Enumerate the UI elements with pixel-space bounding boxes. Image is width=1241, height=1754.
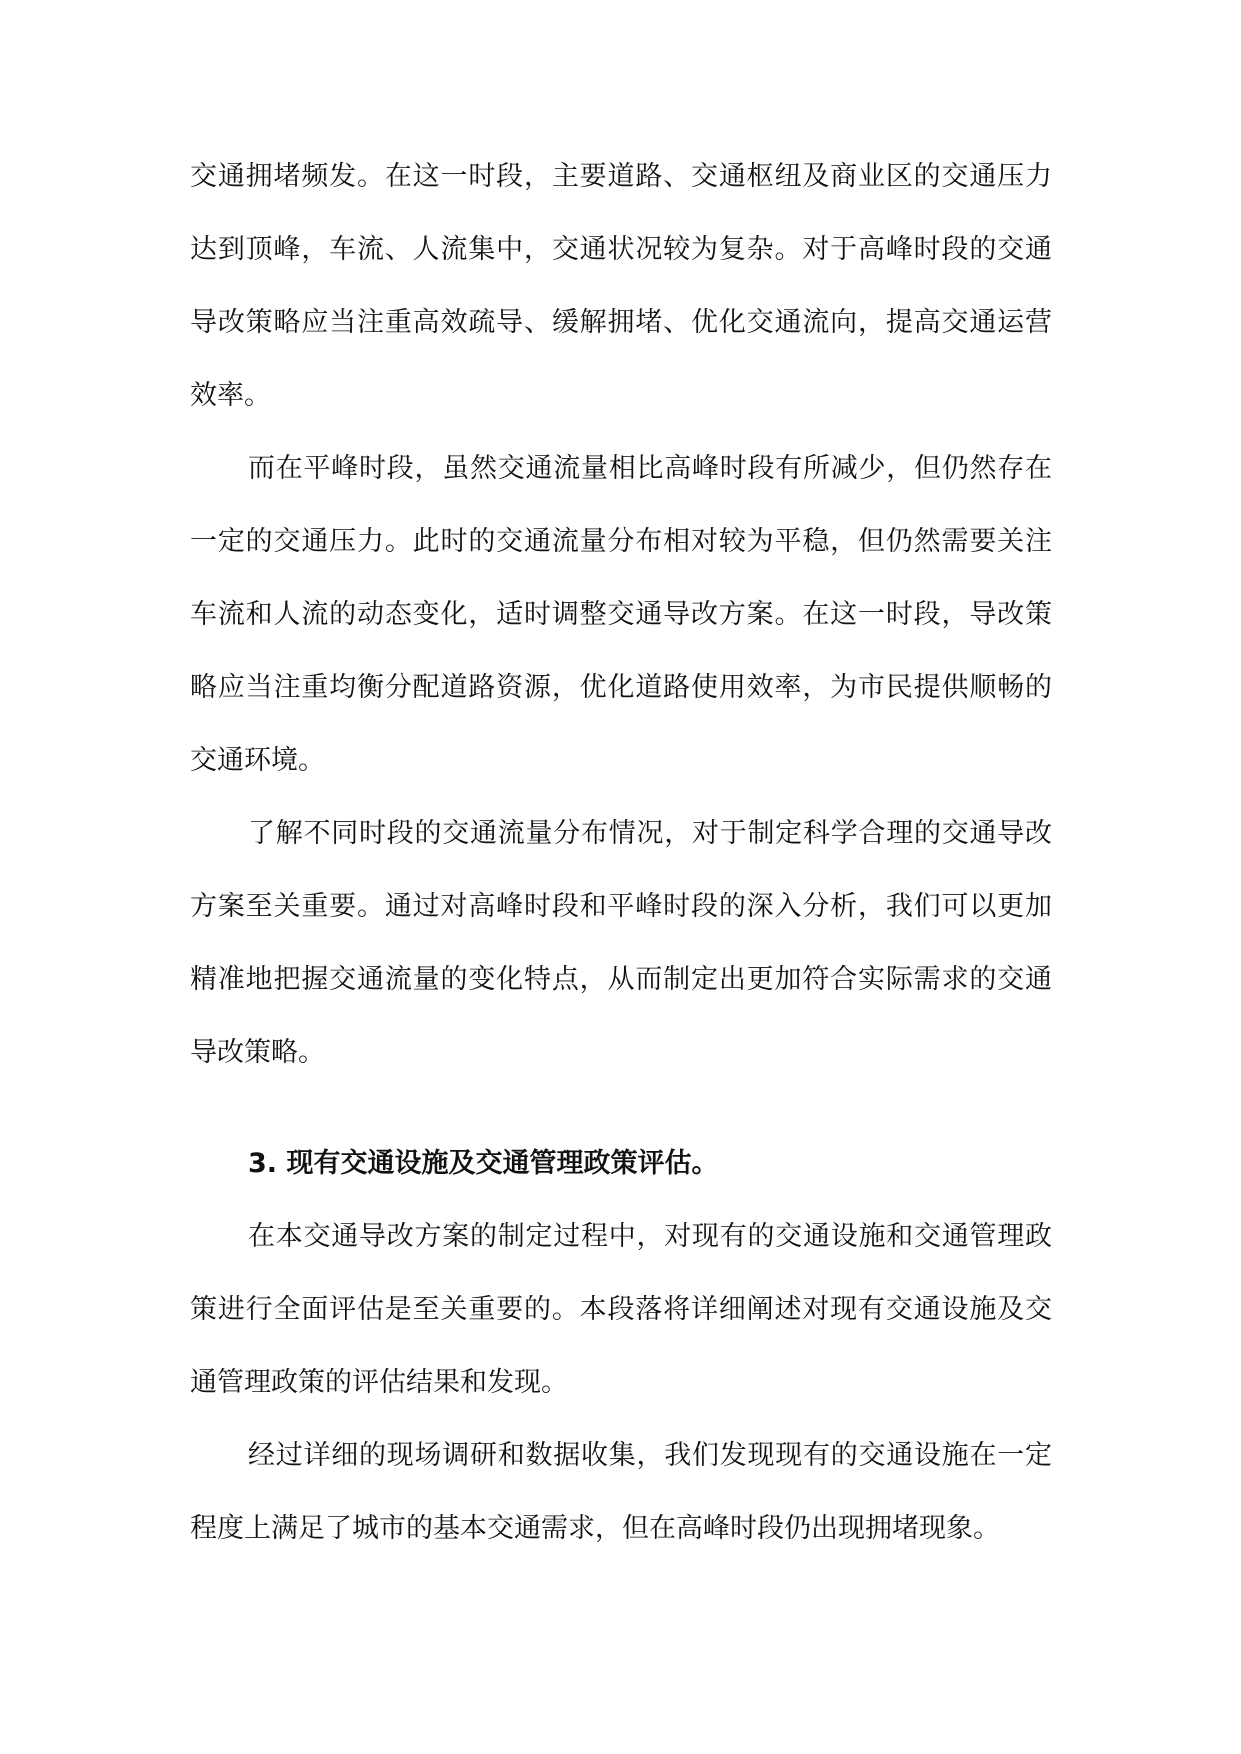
document-body (190, 140, 1052, 1565)
paragraph-offpeak: 而在平峰时段，虽然交通流量相比高峰时段有所减少，但仍然存在一定的交通压力。此时的交通流量分布相对较为平稳，但仍然需要关注车流和人流的动态变化，适时调整交通导改方案。在这一时段，导改策略应当注重均衡分配道路资源，优化道路使用效率，为市民提供顺畅的交通环境。 (190, 453, 1052, 776)
section-gap (190, 1089, 1052, 1127)
section-heading: 3. 现有交通设施及交通管理政策评估。 (248, 1148, 719, 1179)
paragraph-peak-continued: 交通拥堵频发。在这一时段，主要道路、交通枢纽及商业区的交通压力达到顶峰，车流、人流集中，交通状况较为复杂。对于高峰时段的交通导改策略应当注重高效疏导、缓解拥堵、优化交通流向，提高交通运营效率。 (190, 161, 1052, 411)
paragraph-understanding: 了解不同时段的交通流量分布情况，对于制定科学合理的交通导改方案至关重要。通过对高峰时段和平峰时段的深入分析，我们可以更加精准地把握交通流量的变化特点，从而制定出更加符合实际需求的交通导改策略。 (190, 818, 1052, 1068)
paragraph-evaluation-intro: 在本交通导改方案的制定过程中，对现有的交通设施和交通管理政策进行全面评估是至关重要的。本段落将详细阐述对现有交通设施及交通管理政策的评估结果和发现。 (190, 1221, 1052, 1398)
paragraph-findings: 经过详细的现场调研和数据收集，我们发现现有的交通设施在一定程度上满足了城市的基本交通需求，但在高峰时段仍出现拥堵现象。 (190, 1440, 1052, 1544)
